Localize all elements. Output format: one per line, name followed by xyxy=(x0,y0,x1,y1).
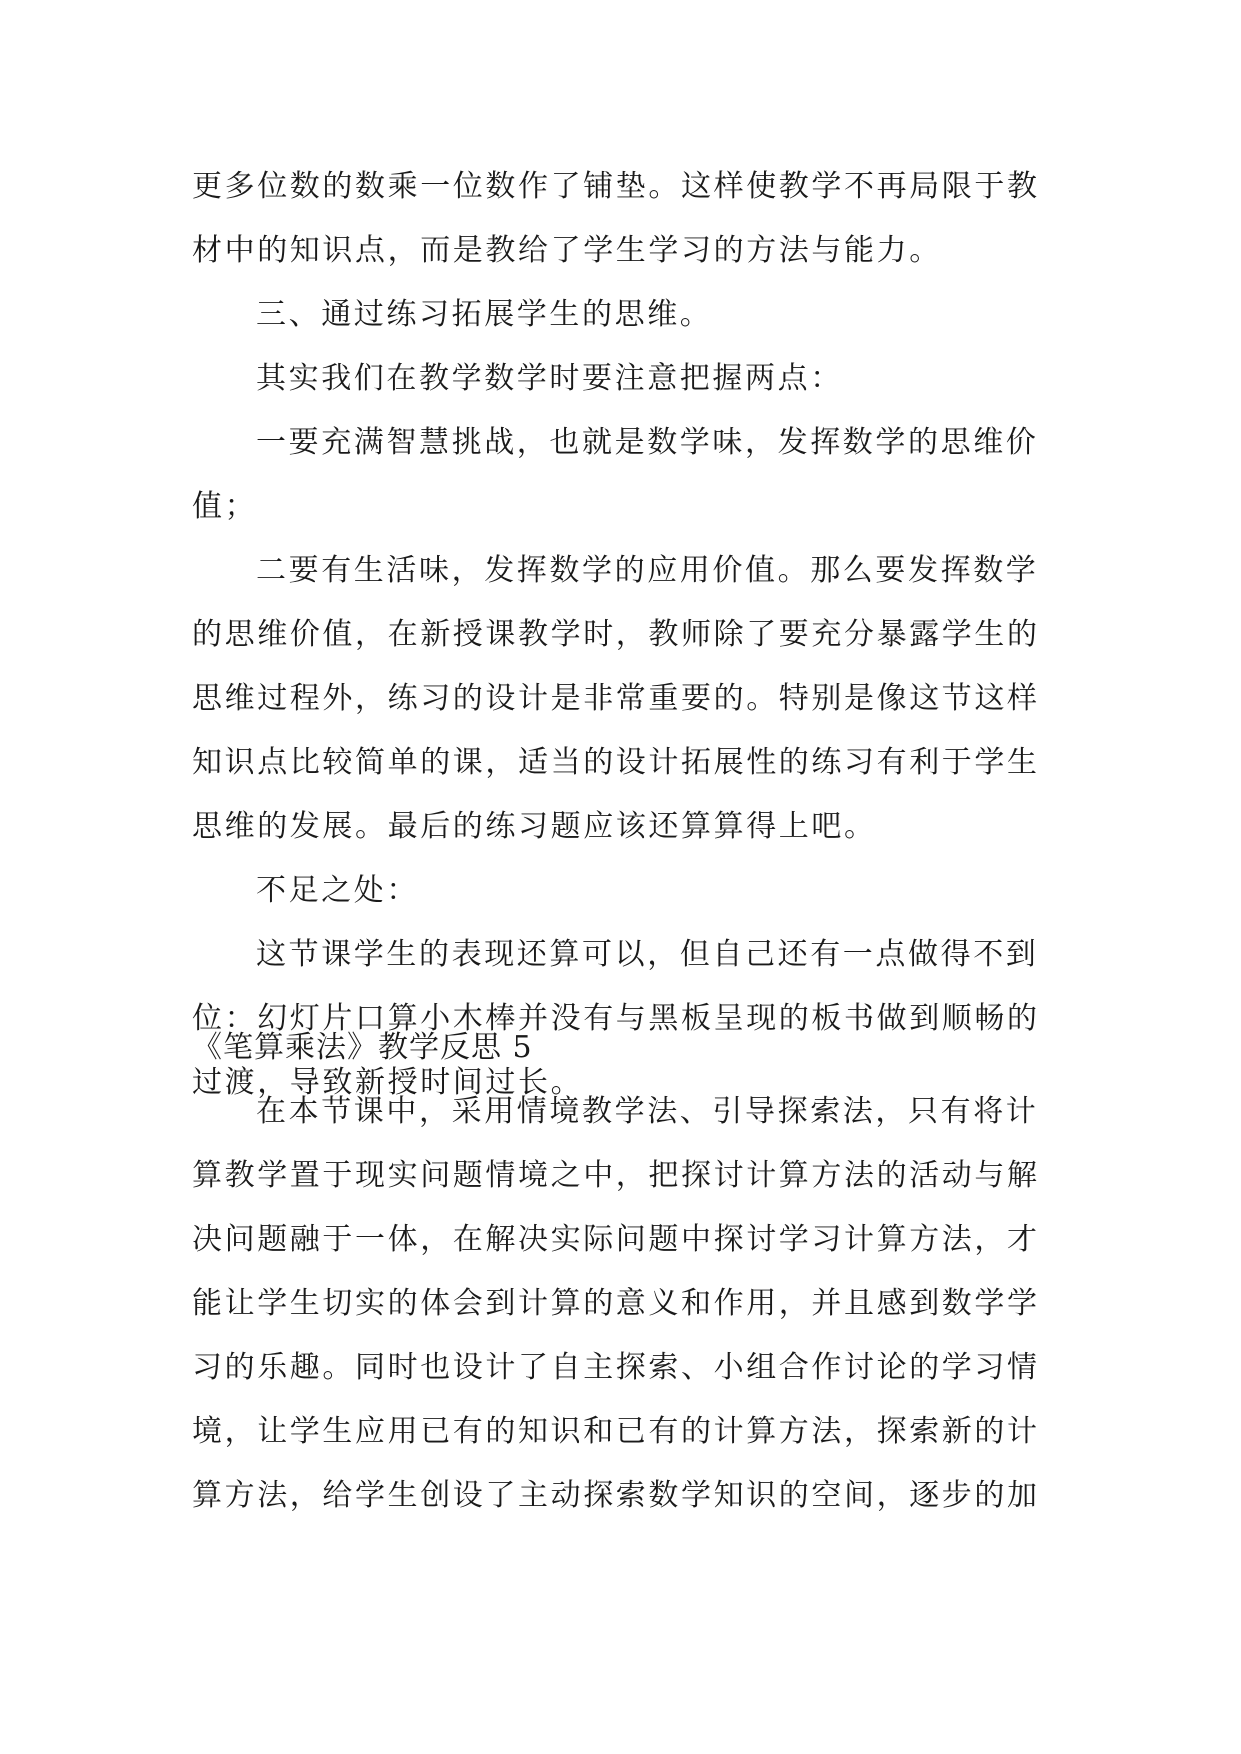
paragraph-line: 在本节课中，采用情境教学法、引导探索法，只有将计 xyxy=(256,1094,1039,1129)
section-subheading: 三、通过练习拓展学生的思维。 xyxy=(256,297,713,332)
paragraph-line: 思维的发展。最后的练习题应该还算算得上吧。 xyxy=(192,809,877,844)
paragraph-line: 一要充满智慧挑战，也就是数学味，发挥数学的思维价 xyxy=(256,425,1039,460)
paragraph-line: 知识点比较简单的课，适当的设计拓展性的练习有利于学生 xyxy=(192,745,1040,780)
paragraph-line: 更多位数的数乘一位数作了铺垫。这样使教学不再局限于教 xyxy=(192,169,1040,204)
paragraph-line: 算方法，给学生创设了主动探索数学知识的空间，逐步的加 xyxy=(192,1478,1040,1513)
paragraph-line: 的思维价值，在新授课教学时，教师除了要充分暴露学生的 xyxy=(192,617,1040,652)
paragraph-line: 决问题融于一体，在解决实际问题中探讨学习计算方法，才 xyxy=(192,1222,1040,1257)
section1-body xyxy=(192,155,1054,1115)
paragraph-line: 材中的知识点，而是教给了学生学习的方法与能力。 xyxy=(192,233,942,268)
paragraph-line: 不足之处： xyxy=(256,873,419,908)
section2-body xyxy=(192,1080,1054,1528)
paragraph-line: 习的乐趣。同时也设计了自主探索、小组合作讨论的学习情 xyxy=(192,1350,1040,1385)
paragraph-line: 过渡，导致新授时间过长。 xyxy=(192,1065,584,1100)
paragraph-line: 境，让学生应用已有的知识和已有的计算方法，探索新的计 xyxy=(192,1414,1040,1449)
section-title: 《笔算乘法》教学反思 5 xyxy=(192,1030,533,1065)
paragraph-line: 思维过程外，练习的设计是非常重要的。特别是像这节这样 xyxy=(192,681,1040,716)
paragraph-line: 值； xyxy=(192,489,258,524)
paragraph-line: 这节课学生的表现还算可以，但自己还有一点做得不到 xyxy=(256,937,1039,972)
paragraph-line: 二要有生活味，发挥数学的应用价值。那么要发挥数学 xyxy=(256,553,1039,588)
paragraph-line: 算教学置于现实问题情境之中，把探讨计算方法的活动与解 xyxy=(192,1158,1040,1193)
paragraph-line: 能让学生切实的体会到计算的意义和作用，并且感到数学学 xyxy=(192,1286,1040,1321)
paragraph-line: 位：幻灯片口算小木棒并没有与黑板呈现的板书做到顺畅的 xyxy=(192,1001,1040,1036)
paragraph-line: 其实我们在教学数学时要注意把握两点： xyxy=(256,361,843,396)
